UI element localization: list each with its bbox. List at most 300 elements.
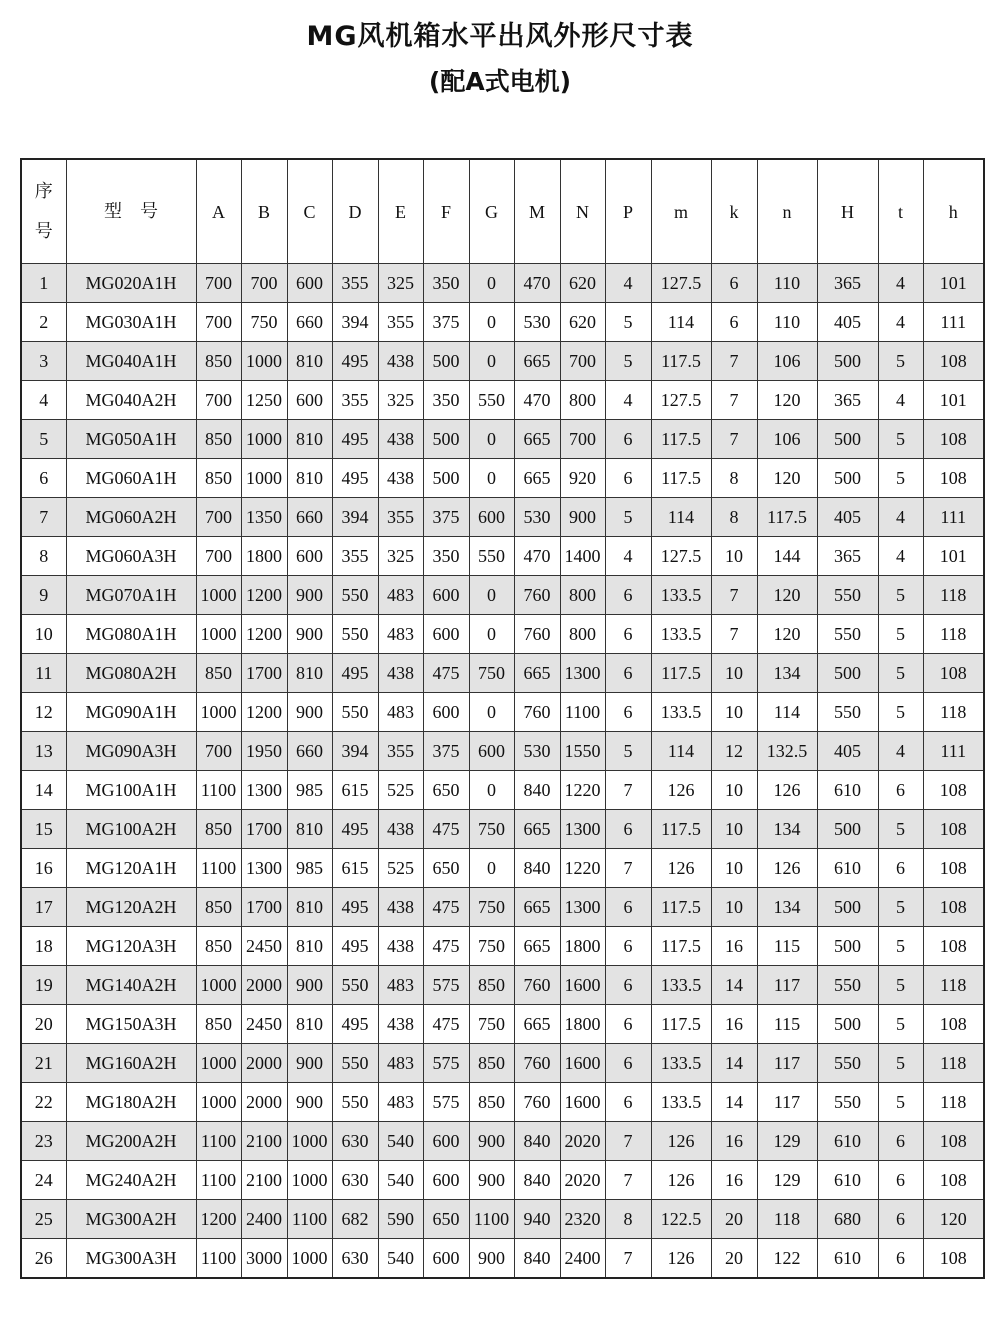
row-value-cell: 750 bbox=[469, 927, 514, 966]
row-value-cell: 495 bbox=[332, 342, 378, 381]
table-row bbox=[21, 264, 984, 303]
row-value-cell: 5 bbox=[878, 459, 923, 498]
table-row bbox=[21, 1239, 984, 1279]
row-value-cell: 810 bbox=[287, 810, 332, 849]
row-value-cell: 900 bbox=[469, 1239, 514, 1279]
row-value-cell: 1200 bbox=[241, 693, 287, 732]
row-model-cell: MG070A1H bbox=[66, 576, 196, 615]
row-model-cell: MG120A3H bbox=[66, 927, 196, 966]
row-value-cell: 101 bbox=[923, 381, 984, 420]
row-value-cell: 660 bbox=[287, 303, 332, 342]
row-value-cell: 4 bbox=[605, 264, 651, 303]
row-value-cell: 108 bbox=[923, 849, 984, 888]
row-value-cell: 660 bbox=[287, 732, 332, 771]
row-value-cell: 600 bbox=[287, 537, 332, 576]
row-value-cell: 530 bbox=[514, 732, 560, 771]
row-value-cell: 500 bbox=[423, 342, 469, 381]
row-value-cell: 500 bbox=[817, 342, 878, 381]
row-value-cell: 2320 bbox=[560, 1200, 605, 1239]
row-value-cell: 483 bbox=[378, 615, 423, 654]
row-value-cell: 325 bbox=[378, 381, 423, 420]
row-value-cell: 6 bbox=[605, 615, 651, 654]
row-value-cell: 550 bbox=[817, 966, 878, 1005]
row-value-cell: 470 bbox=[514, 537, 560, 576]
row-value-cell: 110 bbox=[757, 303, 817, 342]
row-value-cell: 108 bbox=[923, 342, 984, 381]
row-value-cell: 16 bbox=[711, 1122, 757, 1161]
row-value-cell: 750 bbox=[469, 810, 514, 849]
row-value-cell: 483 bbox=[378, 1083, 423, 1122]
row-value-cell: 495 bbox=[332, 1005, 378, 1044]
table-row bbox=[21, 342, 984, 381]
row-seq-cell: 22 bbox=[21, 1083, 66, 1122]
table-row bbox=[21, 381, 984, 420]
row-value-cell: 850 bbox=[469, 966, 514, 1005]
table-row bbox=[21, 732, 984, 771]
row-value-cell: 900 bbox=[287, 966, 332, 1005]
table-row bbox=[21, 1044, 984, 1083]
row-value-cell: 840 bbox=[514, 771, 560, 810]
row-model-cell: MG060A3H bbox=[66, 537, 196, 576]
row-value-cell: 665 bbox=[514, 459, 560, 498]
row-value-cell: 850 bbox=[469, 1083, 514, 1122]
row-value-cell: 1600 bbox=[560, 1083, 605, 1122]
row-value-cell: 4 bbox=[878, 264, 923, 303]
row-value-cell: 126 bbox=[651, 849, 711, 888]
row-value-cell: 850 bbox=[196, 1005, 241, 1044]
row-value-cell: 840 bbox=[514, 1239, 560, 1279]
row-value-cell: 355 bbox=[332, 537, 378, 576]
row-value-cell: 6 bbox=[605, 1044, 651, 1083]
row-value-cell: 500 bbox=[817, 459, 878, 498]
row-value-cell: 760 bbox=[514, 966, 560, 1005]
table-row bbox=[21, 1161, 984, 1200]
row-value-cell: 6 bbox=[605, 693, 651, 732]
row-value-cell: 7 bbox=[605, 1161, 651, 1200]
row-value-cell: 700 bbox=[196, 381, 241, 420]
row-value-cell: 900 bbox=[287, 576, 332, 615]
row-value-cell: 1000 bbox=[287, 1122, 332, 1161]
table-row bbox=[21, 927, 984, 966]
header-col: n bbox=[757, 159, 817, 264]
row-model-cell: MG060A2H bbox=[66, 498, 196, 537]
header-col: F bbox=[423, 159, 469, 264]
row-value-cell: 438 bbox=[378, 1005, 423, 1044]
row-value-cell: 600 bbox=[423, 1239, 469, 1279]
row-value-cell: 850 bbox=[469, 1044, 514, 1083]
row-value-cell: 10 bbox=[711, 771, 757, 810]
header-col: G bbox=[469, 159, 514, 264]
row-value-cell: 900 bbox=[287, 615, 332, 654]
header-col: A bbox=[196, 159, 241, 264]
row-value-cell: 0 bbox=[469, 303, 514, 342]
row-value-cell: 108 bbox=[923, 1161, 984, 1200]
row-value-cell: 1800 bbox=[560, 1005, 605, 1044]
row-value-cell: 117 bbox=[757, 1044, 817, 1083]
row-value-cell: 405 bbox=[817, 732, 878, 771]
row-value-cell: 129 bbox=[757, 1161, 817, 1200]
row-value-cell: 108 bbox=[923, 888, 984, 927]
row-value-cell: 500 bbox=[817, 654, 878, 693]
row-value-cell: 700 bbox=[560, 420, 605, 459]
row-value-cell: 700 bbox=[241, 264, 287, 303]
header-col: B bbox=[241, 159, 287, 264]
row-value-cell: 1700 bbox=[241, 654, 287, 693]
table-row bbox=[21, 615, 984, 654]
row-value-cell: 16 bbox=[711, 1005, 757, 1044]
row-value-cell: 10 bbox=[711, 693, 757, 732]
row-value-cell: 350 bbox=[423, 381, 469, 420]
row-value-cell: 850 bbox=[196, 459, 241, 498]
row-seq-cell: 14 bbox=[21, 771, 66, 810]
row-value-cell: 550 bbox=[332, 576, 378, 615]
table-row bbox=[21, 1200, 984, 1239]
row-value-cell: 610 bbox=[817, 849, 878, 888]
row-value-cell: 850 bbox=[196, 342, 241, 381]
row-value-cell: 1800 bbox=[560, 927, 605, 966]
row-value-cell: 550 bbox=[817, 1044, 878, 1083]
row-value-cell: 1000 bbox=[196, 693, 241, 732]
row-value-cell: 118 bbox=[923, 576, 984, 615]
page-subtitle: (配A式电机) bbox=[428, 67, 572, 96]
row-value-cell: 550 bbox=[332, 615, 378, 654]
row-value-cell: 700 bbox=[196, 498, 241, 537]
header-col: E bbox=[378, 159, 423, 264]
row-value-cell: 127.5 bbox=[651, 264, 711, 303]
row-value-cell: 700 bbox=[196, 264, 241, 303]
row-value-cell: 1000 bbox=[287, 1161, 332, 1200]
row-value-cell: 940 bbox=[514, 1200, 560, 1239]
row-value-cell: 810 bbox=[287, 888, 332, 927]
row-model-cell: MG080A2H bbox=[66, 654, 196, 693]
row-value-cell: 750 bbox=[469, 888, 514, 927]
row-value-cell: 8 bbox=[605, 1200, 651, 1239]
row-value-cell: 495 bbox=[332, 420, 378, 459]
row-value-cell: 394 bbox=[332, 732, 378, 771]
row-value-cell: 365 bbox=[817, 264, 878, 303]
row-value-cell: 600 bbox=[423, 1161, 469, 1200]
row-value-cell: 20 bbox=[711, 1200, 757, 1239]
row-model-cell: MG040A1H bbox=[66, 342, 196, 381]
row-seq-cell: 17 bbox=[21, 888, 66, 927]
row-model-cell: MG300A3H bbox=[66, 1239, 196, 1279]
row-value-cell: 575 bbox=[423, 1083, 469, 1122]
row-value-cell: 615 bbox=[332, 771, 378, 810]
row-value-cell: 1000 bbox=[196, 1083, 241, 1122]
row-value-cell: 810 bbox=[287, 927, 332, 966]
row-value-cell: 117.5 bbox=[651, 654, 711, 693]
row-value-cell: 114 bbox=[651, 732, 711, 771]
row-value-cell: 760 bbox=[514, 1083, 560, 1122]
row-value-cell: 355 bbox=[378, 732, 423, 771]
row-value-cell: 114 bbox=[651, 498, 711, 537]
row-value-cell: 129 bbox=[757, 1122, 817, 1161]
row-value-cell: 5 bbox=[605, 342, 651, 381]
row-value-cell: 1000 bbox=[241, 420, 287, 459]
row-value-cell: 126 bbox=[651, 771, 711, 810]
row-value-cell: 665 bbox=[514, 342, 560, 381]
row-value-cell: 4 bbox=[878, 303, 923, 342]
row-value-cell: 12 bbox=[711, 732, 757, 771]
row-value-cell: 0 bbox=[469, 342, 514, 381]
row-value-cell: 1000 bbox=[241, 459, 287, 498]
row-value-cell: 20 bbox=[711, 1239, 757, 1279]
row-seq-cell: 8 bbox=[21, 537, 66, 576]
row-value-cell: 118 bbox=[757, 1200, 817, 1239]
row-value-cell: 1400 bbox=[560, 537, 605, 576]
row-seq-cell: 1 bbox=[21, 264, 66, 303]
row-value-cell: 483 bbox=[378, 576, 423, 615]
table-row bbox=[21, 771, 984, 810]
row-seq-cell: 15 bbox=[21, 810, 66, 849]
row-model-cell: MG050A1H bbox=[66, 420, 196, 459]
row-value-cell: 630 bbox=[332, 1239, 378, 1279]
row-value-cell: 475 bbox=[423, 654, 469, 693]
row-value-cell: 3000 bbox=[241, 1239, 287, 1279]
row-value-cell: 6 bbox=[605, 1005, 651, 1044]
page-title: MG风机箱水平出风外形尺寸表 bbox=[306, 21, 694, 52]
row-value-cell: 1100 bbox=[469, 1200, 514, 1239]
row-seq-cell: 13 bbox=[21, 732, 66, 771]
row-value-cell: 660 bbox=[287, 498, 332, 537]
row-value-cell: 840 bbox=[514, 849, 560, 888]
row-value-cell: 14 bbox=[711, 1044, 757, 1083]
row-value-cell: 500 bbox=[817, 810, 878, 849]
row-model-cell: MG140A2H bbox=[66, 966, 196, 1005]
row-value-cell: 600 bbox=[423, 693, 469, 732]
row-value-cell: 4 bbox=[605, 537, 651, 576]
row-value-cell: 5 bbox=[878, 615, 923, 654]
header-seq-label: 序号 bbox=[34, 180, 53, 242]
header-seq bbox=[21, 159, 66, 264]
row-value-cell: 1300 bbox=[560, 654, 605, 693]
row-value-cell: 575 bbox=[423, 966, 469, 1005]
row-seq-cell: 9 bbox=[21, 576, 66, 615]
row-value-cell: 500 bbox=[817, 927, 878, 966]
row-value-cell: 5 bbox=[605, 498, 651, 537]
row-value-cell: 122.5 bbox=[651, 1200, 711, 1239]
row-value-cell: 1250 bbox=[241, 381, 287, 420]
dimension-table bbox=[20, 158, 985, 1279]
row-value-cell: 750 bbox=[469, 654, 514, 693]
row-value-cell: 475 bbox=[423, 927, 469, 966]
header-col: P bbox=[605, 159, 651, 264]
row-value-cell: 2400 bbox=[560, 1239, 605, 1279]
row-value-cell: 127.5 bbox=[651, 537, 711, 576]
row-value-cell: 900 bbox=[287, 1044, 332, 1083]
row-value-cell: 550 bbox=[332, 693, 378, 732]
row-value-cell: 650 bbox=[423, 771, 469, 810]
row-value-cell: 900 bbox=[287, 1083, 332, 1122]
row-value-cell: 6 bbox=[605, 927, 651, 966]
table-row bbox=[21, 303, 984, 342]
table-row bbox=[21, 810, 984, 849]
row-value-cell: 6 bbox=[605, 966, 651, 1005]
row-value-cell: 6 bbox=[605, 1083, 651, 1122]
row-value-cell: 760 bbox=[514, 576, 560, 615]
row-value-cell: 1220 bbox=[560, 849, 605, 888]
row-value-cell: 0 bbox=[469, 459, 514, 498]
row-value-cell: 5 bbox=[605, 303, 651, 342]
row-value-cell: 0 bbox=[469, 264, 514, 303]
row-value-cell: 8 bbox=[711, 498, 757, 537]
row-value-cell: 850 bbox=[196, 420, 241, 459]
row-value-cell: 525 bbox=[378, 849, 423, 888]
row-value-cell: 120 bbox=[757, 381, 817, 420]
row-value-cell: 810 bbox=[287, 654, 332, 693]
row-value-cell: 500 bbox=[817, 1005, 878, 1044]
row-value-cell: 665 bbox=[514, 1005, 560, 1044]
row-value-cell: 115 bbox=[757, 927, 817, 966]
header-col: D bbox=[332, 159, 378, 264]
row-value-cell: 5 bbox=[878, 342, 923, 381]
table-row bbox=[21, 654, 984, 693]
row-model-cell: MG100A1H bbox=[66, 771, 196, 810]
row-value-cell: 850 bbox=[196, 888, 241, 927]
row-value-cell: 6 bbox=[711, 303, 757, 342]
row-value-cell: 4 bbox=[878, 537, 923, 576]
row-value-cell: 630 bbox=[332, 1161, 378, 1200]
row-value-cell: 575 bbox=[423, 1044, 469, 1083]
table-row bbox=[21, 1005, 984, 1044]
row-value-cell: 1350 bbox=[241, 498, 287, 537]
row-value-cell: 1100 bbox=[196, 1122, 241, 1161]
row-value-cell: 850 bbox=[196, 927, 241, 966]
row-value-cell: 133.5 bbox=[651, 966, 711, 1005]
row-value-cell: 5 bbox=[878, 1005, 923, 1044]
row-value-cell: 1100 bbox=[287, 1200, 332, 1239]
row-value-cell: 120 bbox=[757, 459, 817, 498]
row-value-cell: 108 bbox=[923, 927, 984, 966]
row-seq-cell: 21 bbox=[21, 1044, 66, 1083]
row-value-cell: 133.5 bbox=[651, 576, 711, 615]
row-value-cell: 405 bbox=[817, 498, 878, 537]
row-value-cell: 405 bbox=[817, 303, 878, 342]
row-value-cell: 7 bbox=[605, 849, 651, 888]
row-seq-cell: 2 bbox=[21, 303, 66, 342]
row-value-cell: 126 bbox=[651, 1161, 711, 1200]
row-value-cell: 800 bbox=[560, 381, 605, 420]
row-value-cell: 600 bbox=[423, 615, 469, 654]
row-value-cell: 118 bbox=[923, 693, 984, 732]
row-value-cell: 134 bbox=[757, 654, 817, 693]
row-value-cell: 126 bbox=[651, 1122, 711, 1161]
row-model-cell: MG030A1H bbox=[66, 303, 196, 342]
table-row bbox=[21, 420, 984, 459]
row-value-cell: 101 bbox=[923, 264, 984, 303]
row-value-cell: 1100 bbox=[196, 771, 241, 810]
row-value-cell: 682 bbox=[332, 1200, 378, 1239]
table-row bbox=[21, 1083, 984, 1122]
row-value-cell: 115 bbox=[757, 1005, 817, 1044]
row-seq-cell: 12 bbox=[21, 693, 66, 732]
row-value-cell: 7 bbox=[711, 420, 757, 459]
row-model-cell: MG120A2H bbox=[66, 888, 196, 927]
row-value-cell: 700 bbox=[196, 537, 241, 576]
row-value-cell: 1700 bbox=[241, 888, 287, 927]
row-value-cell: 750 bbox=[469, 1005, 514, 1044]
row-value-cell: 10 bbox=[711, 810, 757, 849]
row-value-cell: 5 bbox=[878, 1083, 923, 1122]
row-value-cell: 10 bbox=[711, 888, 757, 927]
row-value-cell: 665 bbox=[514, 420, 560, 459]
row-seq-cell: 18 bbox=[21, 927, 66, 966]
row-value-cell: 7 bbox=[711, 381, 757, 420]
row-value-cell: 134 bbox=[757, 888, 817, 927]
row-value-cell: 117.5 bbox=[651, 888, 711, 927]
row-value-cell: 117.5 bbox=[651, 927, 711, 966]
row-value-cell: 1100 bbox=[196, 1239, 241, 1279]
row-value-cell: 16 bbox=[711, 927, 757, 966]
row-value-cell: 365 bbox=[817, 537, 878, 576]
row-value-cell: 114 bbox=[651, 303, 711, 342]
row-value-cell: 550 bbox=[332, 1044, 378, 1083]
row-value-cell: 5 bbox=[878, 888, 923, 927]
table-row bbox=[21, 1122, 984, 1161]
row-value-cell: 120 bbox=[757, 576, 817, 615]
row-value-cell: 2000 bbox=[241, 966, 287, 1005]
row-value-cell: 106 bbox=[757, 342, 817, 381]
row-seq-cell: 25 bbox=[21, 1200, 66, 1239]
row-seq-cell: 19 bbox=[21, 966, 66, 1005]
row-value-cell: 540 bbox=[378, 1161, 423, 1200]
row-value-cell: 7 bbox=[605, 771, 651, 810]
table-row bbox=[21, 576, 984, 615]
row-value-cell: 133.5 bbox=[651, 615, 711, 654]
row-value-cell: 6 bbox=[878, 849, 923, 888]
row-value-cell: 144 bbox=[757, 537, 817, 576]
row-value-cell: 117 bbox=[757, 966, 817, 1005]
row-value-cell: 470 bbox=[514, 264, 560, 303]
row-value-cell: 6 bbox=[605, 810, 651, 849]
row-value-cell: 118 bbox=[923, 966, 984, 1005]
row-value-cell: 665 bbox=[514, 888, 560, 927]
row-value-cell: 920 bbox=[560, 459, 605, 498]
row-value-cell: 438 bbox=[378, 420, 423, 459]
row-value-cell: 5 bbox=[878, 927, 923, 966]
header-col: N bbox=[560, 159, 605, 264]
row-value-cell: 6 bbox=[878, 771, 923, 810]
row-value-cell: 0 bbox=[469, 849, 514, 888]
header-col: M bbox=[514, 159, 560, 264]
row-value-cell: 600 bbox=[287, 264, 332, 303]
row-value-cell: 120 bbox=[757, 615, 817, 654]
row-value-cell: 810 bbox=[287, 1005, 332, 1044]
row-value-cell: 108 bbox=[923, 1005, 984, 1044]
row-value-cell: 118 bbox=[923, 1083, 984, 1122]
row-value-cell: 700 bbox=[196, 303, 241, 342]
row-value-cell: 985 bbox=[287, 771, 332, 810]
row-value-cell: 101 bbox=[923, 537, 984, 576]
row-value-cell: 2000 bbox=[241, 1044, 287, 1083]
row-value-cell: 14 bbox=[711, 966, 757, 1005]
row-value-cell: 325 bbox=[378, 264, 423, 303]
row-value-cell: 1100 bbox=[196, 849, 241, 888]
row-value-cell: 4 bbox=[878, 732, 923, 771]
table-header-row bbox=[21, 159, 984, 264]
row-value-cell: 5 bbox=[878, 576, 923, 615]
row-value-cell: 6 bbox=[605, 654, 651, 693]
row-value-cell: 375 bbox=[423, 498, 469, 537]
row-value-cell: 1000 bbox=[241, 342, 287, 381]
row-value-cell: 108 bbox=[923, 810, 984, 849]
row-value-cell: 650 bbox=[423, 1200, 469, 1239]
row-value-cell: 0 bbox=[469, 420, 514, 459]
row-value-cell: 127.5 bbox=[651, 381, 711, 420]
row-model-cell: MG150A3H bbox=[66, 1005, 196, 1044]
row-value-cell: 5 bbox=[878, 810, 923, 849]
row-value-cell: 810 bbox=[287, 420, 332, 459]
